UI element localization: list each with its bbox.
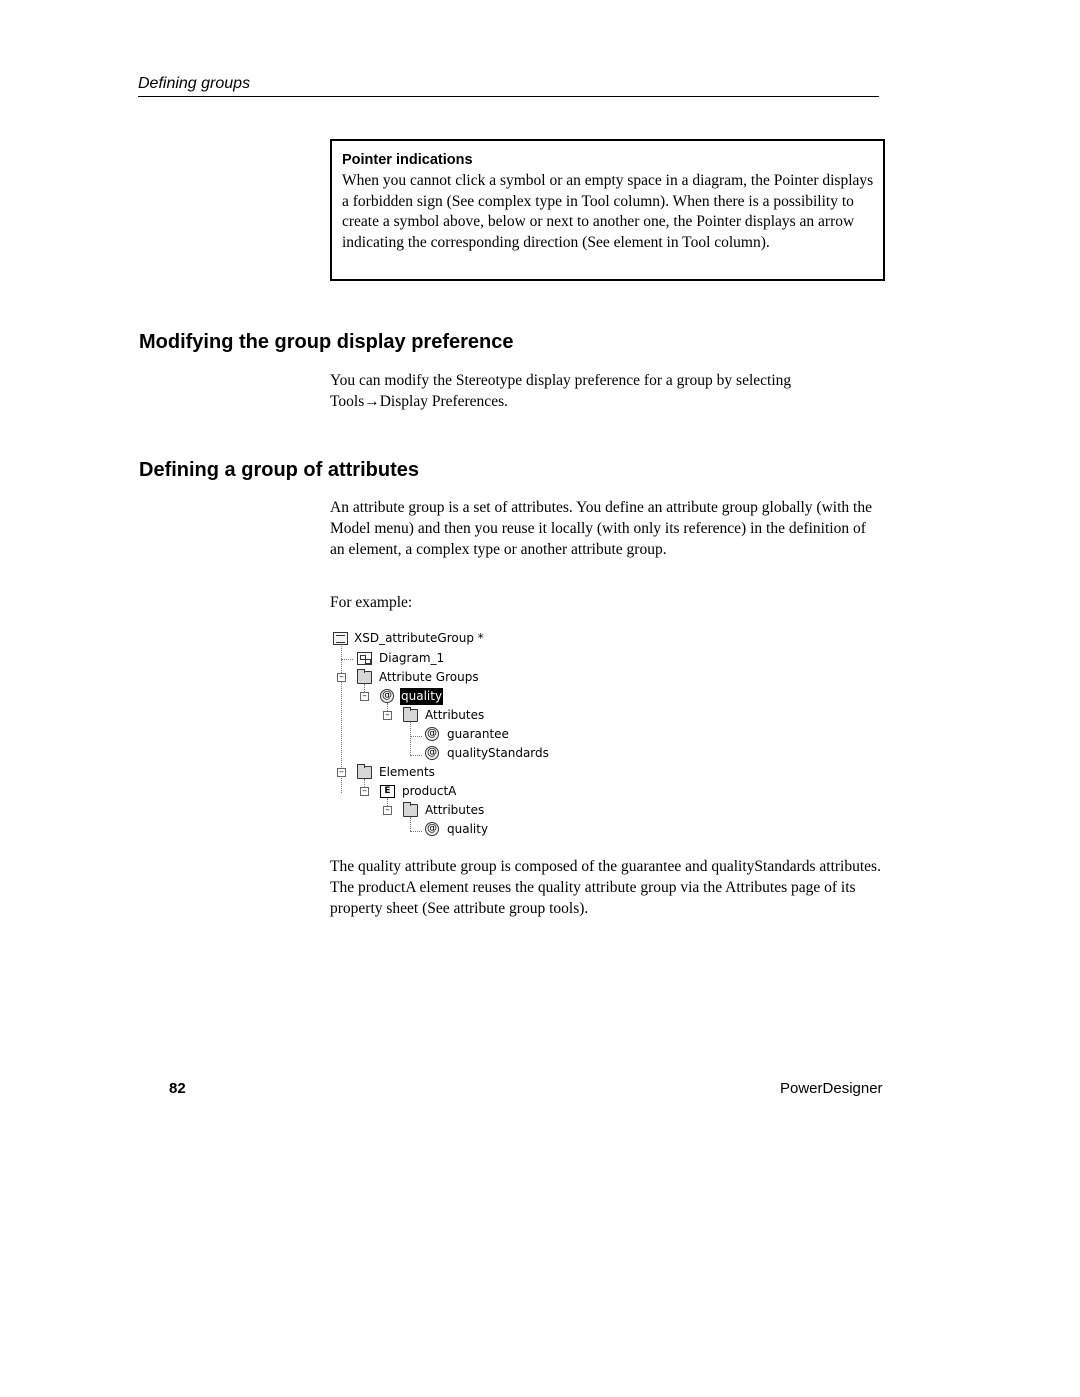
- running-head: Defining groups: [138, 74, 879, 97]
- collapse-icon[interactable]: –: [383, 711, 392, 720]
- note-title: Pointer indications: [342, 152, 473, 168]
- collapse-icon[interactable]: –: [360, 692, 369, 701]
- quality-group-explanation: The quality attribute group is composed of the guarantee and qualityStandards attributes. The productA element reuses the quality attribute group via the Attributes page of its property sheet (See attribute group tools).: [330, 858, 881, 917]
- attribute-group-paragraph: An attribute group is a set of attributes. You define an attribute group globally (with the Model menu) and then you reuse it locally (with only its reference) in the definition of an element, a complex type or another attribute group.: [330, 499, 872, 558]
- section-heading-display-preference: Modifying the group display preference: [139, 331, 514, 353]
- model-icon: [333, 632, 348, 645]
- element-icon: E: [380, 785, 395, 798]
- folder-icon: [357, 766, 372, 779]
- collapse-icon[interactable]: –: [337, 768, 346, 777]
- note-body: When you cannot click a symbol or an empty space in a diagram, the Pointer displays a forbidden sign (See complex type in Tool column). When there is a possibility to create a symbol above, below or next to another one, the Pointer displays an arrow indicating the corresponding direction (See element in Tool column).: [342, 172, 874, 251]
- pointer-indications-note: [330, 139, 885, 281]
- folder-icon: [357, 671, 372, 684]
- collapse-icon[interactable]: –: [383, 806, 392, 815]
- for-example-paragraph: For example:: [330, 594, 413, 611]
- collapse-icon[interactable]: –: [337, 673, 346, 682]
- diagram-icon: [357, 652, 372, 665]
- attribute-icon: @: [427, 747, 437, 758]
- attribute-icon: @: [427, 728, 437, 739]
- section-heading-attribute-group: Defining a group of attributes: [139, 459, 419, 481]
- collapse-icon[interactable]: –: [360, 787, 369, 796]
- page-number: 82: [169, 1080, 186, 1097]
- attribute-group-ref-icon: @: [427, 823, 437, 834]
- attribute-group-icon: @: [382, 690, 392, 701]
- display-preference-paragraph: You can modify the Stereotype display preference for a group by selecting Tools→Display Preferences.: [330, 372, 792, 410]
- folder-icon: [403, 804, 418, 817]
- product-name: PowerDesigner: [780, 1080, 883, 1097]
- model-browser-tree: XSD_attributeGroup * Diagram_1 – Attribute Groups – @ quality – Attributes @ guarantee @ qualityStandards – Elements – E productA – Attributes @ quality: [330, 628, 570, 843]
- folder-icon: [403, 709, 418, 722]
